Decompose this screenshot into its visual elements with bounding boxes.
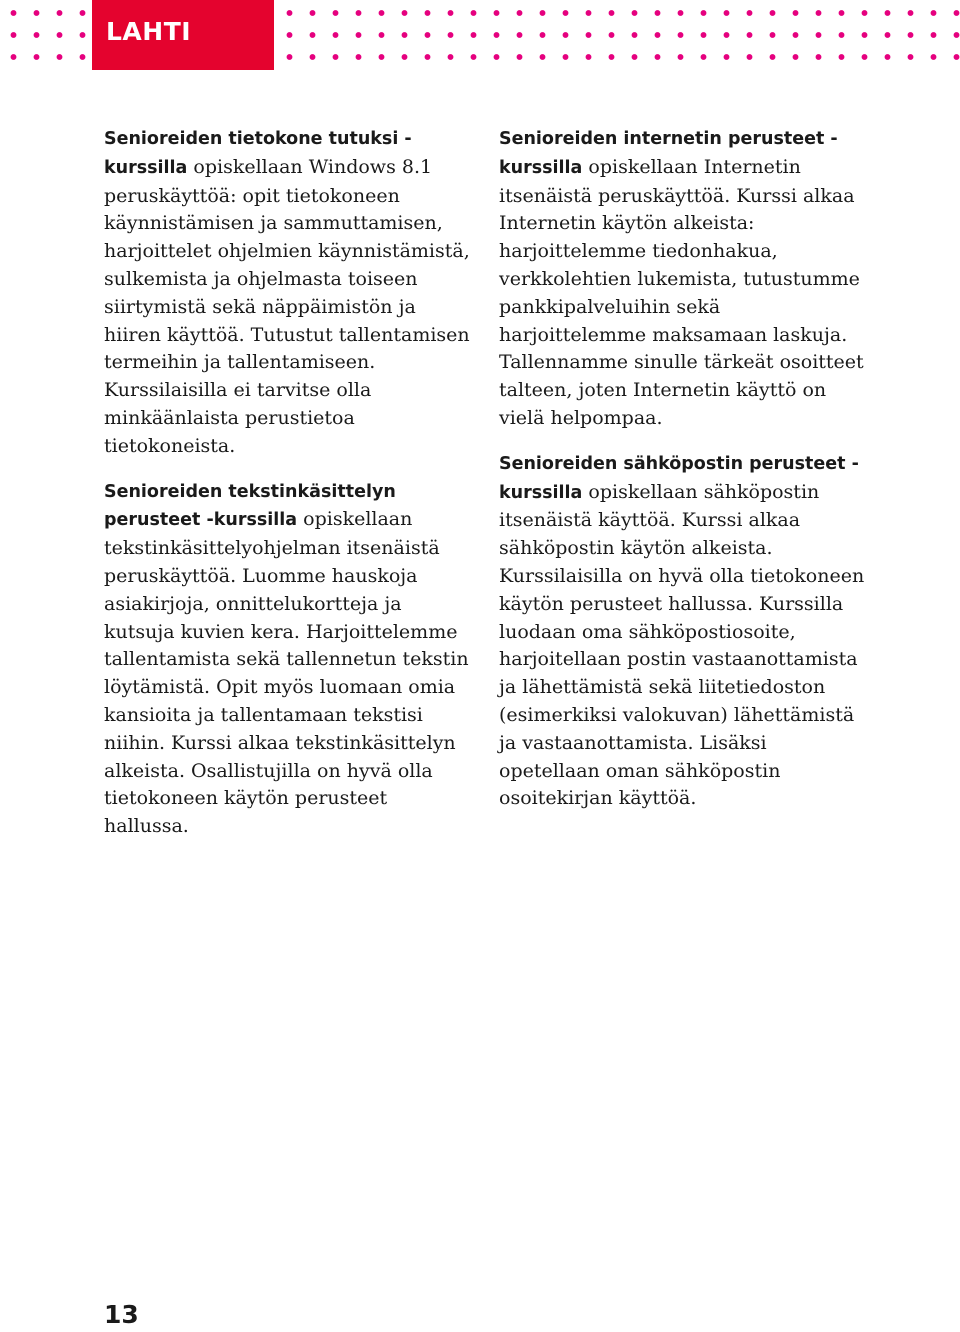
- course-title: Senioreiden internetin perusteet -kurssilla: [499, 129, 838, 178]
- decorative-dot-pattern-right: [276, 0, 960, 70]
- course-title: Senioreiden tietokone tutuksi -kurssilla: [104, 129, 412, 178]
- course-description-computer-basics: [104, 125, 474, 461]
- course-body: opiskellaan Windows 8.1 peruskäyttöä: opit tietokoneen käynnistämisen ja sammuttamisen, harjoittelet ohjelmien käynnistämistä, sulkemista ja ohjelmasta toiseen siirtymistä sekä näppäimistön ja hiiren käyttöä. Tutustut tallentamisen termeihin ja tallentamiseen. Kurssilaisilla ei tarvitse olla minkäänlaista perustietoa tietokoneista.: [104, 155, 470, 457]
- course-body: opiskellaan sähköpostin itsenäistä käyttöä. Kurssi alkaa sähköpostin käytön alkeista. Kurssilaisilla on hyvä olla tietokoneen käytön perusteet hallussa. Kurssilla luodaan oma sähköpostiosoite, harjoitellaan postin vastaanottamista ja lähettämistä sekä liitetiedoston (esimerkiksi valokuvan) lähettämistä ja vastaanottamista. Lisäksi opetellaan oman sähköpostin osoitekirjan käyttöä.: [499, 480, 865, 810]
- page-number: 13: [104, 1300, 139, 1329]
- course-description-word-processing: [104, 478, 474, 841]
- course-body: opiskellaan tekstinkäsittelyohjelman itsenäistä peruskäyttöä. Luomme hauskoja asiakirjoja, onnittelukortteja ja kutsuja kuvien kera. Harjoittelemme tallentamista sekä tallennetun tekstin löytämistä. Opit myös luomaan omia kansioita ja tallentamaan tekstisi niihin. Kurssi alkaa tekstinkäsittelyn alkeista. Osallistujilla on hyvä olla tietokoneen käytön perusteet hallussa.: [104, 508, 469, 838]
- city-name: LAHTI: [106, 17, 192, 46]
- course-title: Senioreiden sähköpostin perusteet -kurssilla: [499, 453, 859, 503]
- city-header-badge: [92, 0, 274, 70]
- course-body: opiskellaan Internetin itsenäistä peruskäyttöä. Kurssi alkaa Internetin käytön alkeista: harjoittelemme tiedonhakua, verkkolehtien lukemista, tutustumme pankkipalveluihin sekä harjoittelemme maksamaan laskuja. Tallennamme sinulle tärkeät osoitteet talteen, joten Internetin käyttö on vielä helpompaa.: [499, 155, 864, 429]
- decorative-dot-pattern-left: [0, 0, 92, 70]
- course-title: Senioreiden tekstinkäsittelyn perusteet -kurssilla: [104, 481, 396, 531]
- right-column: [499, 125, 869, 830]
- course-description-email-basics: [499, 450, 869, 813]
- course-description-internet-basics: [499, 125, 869, 433]
- left-column: [104, 125, 474, 858]
